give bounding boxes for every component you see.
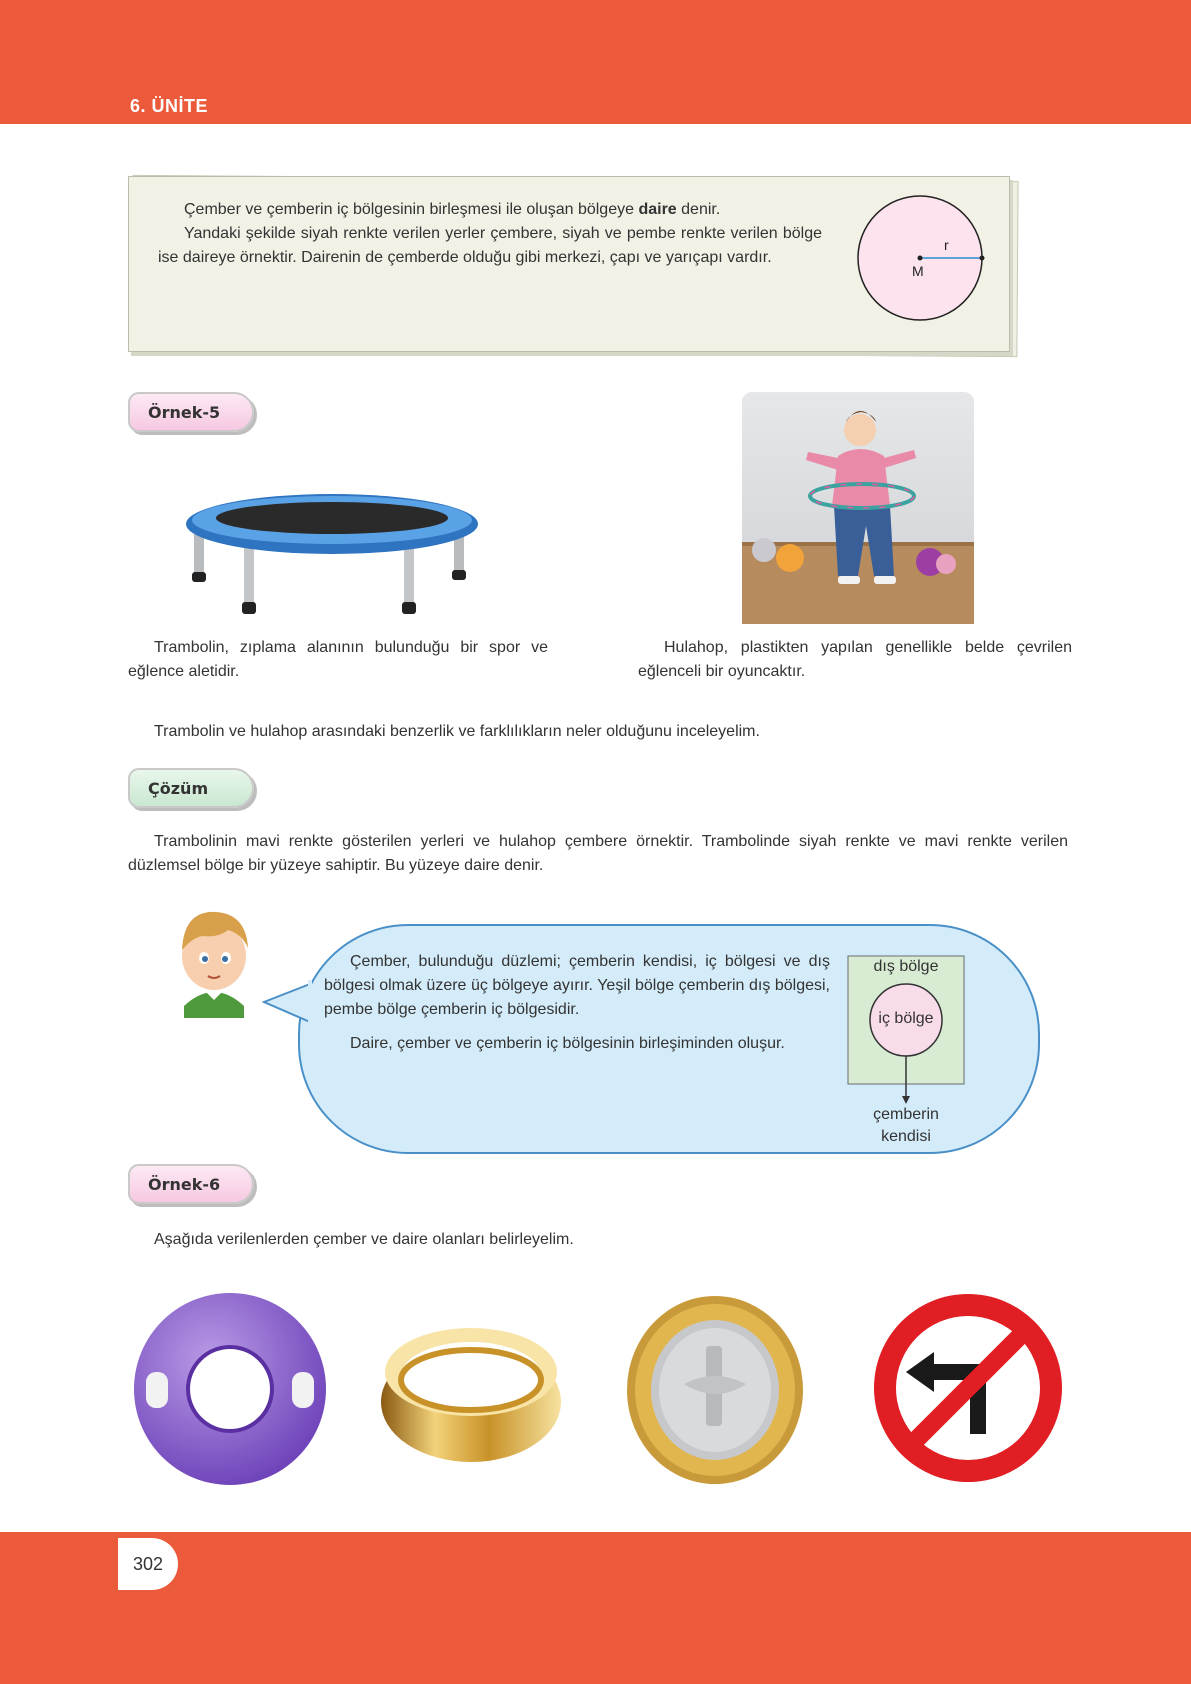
page-number: 302 <box>118 1538 178 1590</box>
no-turn-sign-image <box>872 1292 1064 1484</box>
example-6-question <box>128 1228 1068 1252</box>
circle-itself-label-2: kendisi <box>881 1128 931 1145</box>
example-5-question <box>128 720 1068 744</box>
example-6-label: Örnek-6 <box>128 1164 254 1204</box>
hulahoop-caption <box>638 636 1072 684</box>
unit-title: 6. ÜNİTE <box>130 96 209 116</box>
radius-label: r <box>944 237 949 253</box>
trampoline-caption <box>128 636 548 684</box>
trampoline-caption-text: Trambolin, zıplama alanının bulunduğu bir spor ve eğlence aletidir. <box>128 639 548 680</box>
trampoline-image <box>186 494 486 618</box>
circle-radius-figure <box>852 192 988 324</box>
bubble-paragraph: Daire, çember ve çemberin iç bölgesinin birleşiminden oluşur. <box>350 1035 785 1052</box>
definition-paragraph: Çember ve çemberin iç bölgesinin birleşmesi ile oluşan bölgeye daire denir. <box>184 201 721 218</box>
example-5-question-text: Trambolin ve hulahop arasındaki benzerlik ve farklılıkların neler olduğunu inceleyelim. <box>154 723 760 740</box>
example-6-question-text: Aşağıda verilenlerden çember ve daire olanları belirleyelim. <box>154 1231 574 1248</box>
coin-image <box>626 1294 804 1486</box>
page-footer-band <box>0 1532 1191 1684</box>
center-label: M <box>912 263 924 279</box>
boy-character <box>170 906 258 1018</box>
outer-region-label: dış bölge <box>873 958 939 975</box>
solution-text-body: Trambolinin mavi renkte gösterilen yerleri ve hulahop çembere örnektir. Trambolinde siyah renkte ve mavi renkte verilen düzlemsel bölge bir yüzeye sahiptir. Bu yüzeye daire denir. <box>128 833 1068 874</box>
bubble-paragraph: Çember, bulunduğu düzlemi; çemberin kendisi, iç bölgesi ve dış bölgesi olmak üzere üç bölgeye ayırır. Yeşil bölge çemberin dış bölgesi, pembe bölge çemberin iç bölgesidir. <box>324 953 830 1018</box>
gold-ring-image <box>378 1318 564 1468</box>
speech-bubble-tail <box>262 976 312 1036</box>
example-5-label: Örnek-5 <box>128 392 254 432</box>
solution-label: Çözüm <box>128 768 254 808</box>
definition-text <box>158 198 822 270</box>
swim-ring-image <box>130 1290 330 1488</box>
solution-text <box>128 830 1068 878</box>
hulahoop-photo <box>742 392 974 624</box>
inner-region-label: iç bölge <box>878 1010 934 1027</box>
hulahoop-caption-text: Hulahop, plastikten yapılan genellikle belde çevrilen eğlenceli bir oyuncaktır. <box>638 639 1072 680</box>
region-figure <box>846 952 966 1152</box>
definition-paragraph: Yandaki şekilde siyah renkte verilen yerler çembere, siyah ve pembe renkte verilen bölge ise daireye örnektir. Dairenin de çemberde olduğu gibi merkezi, çapı ve yarıçapı vardır. <box>158 225 822 266</box>
bubble-text <box>324 950 830 1066</box>
circle-itself-label-1: çemberin <box>873 1106 939 1123</box>
